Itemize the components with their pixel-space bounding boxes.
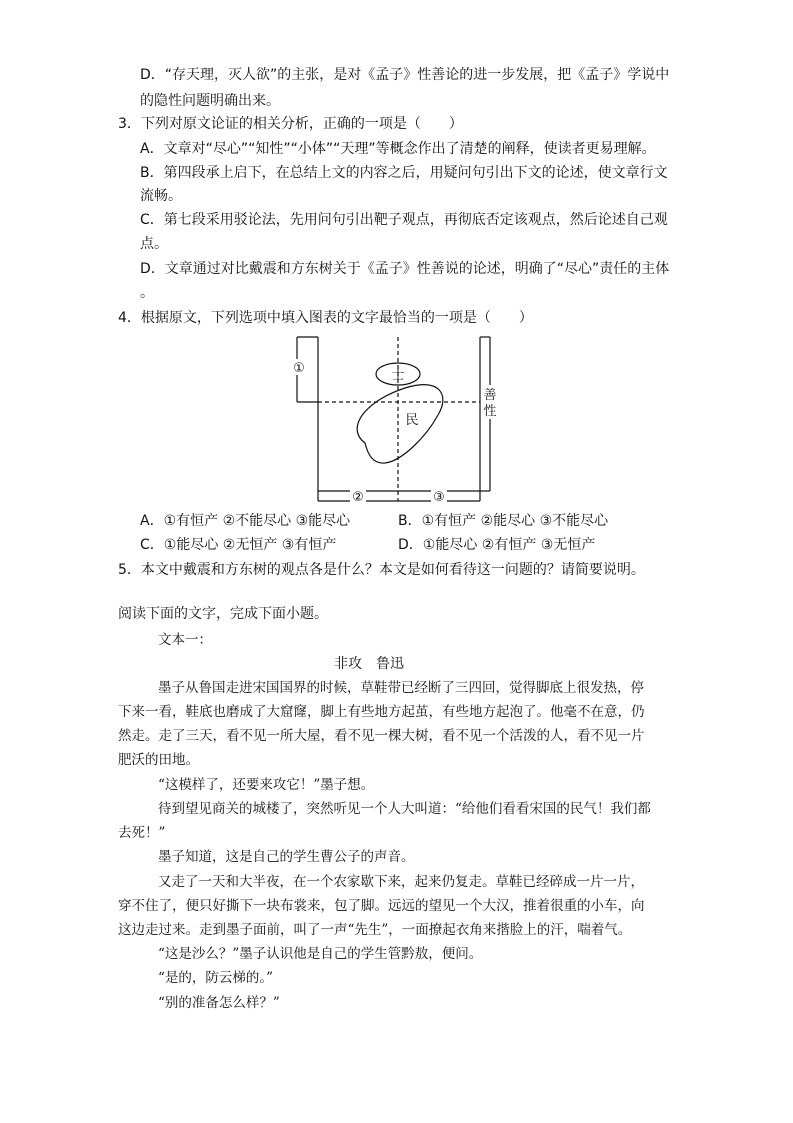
para-line-7: 去死！”	[118, 825, 166, 841]
para-line-8: 墨子知道，这是自己的学生曹公子的声音。	[158, 849, 415, 865]
q4-stem: 4．根据原文，下列选项中填入图表的文字最恰当的一项是（ ）	[118, 310, 533, 326]
para-line-13: “是的，防云梯的。”	[158, 970, 274, 986]
q3-option-b-line2: 流畅。	[140, 188, 182, 204]
para-line-5: “这模样了，还要来攻它！”墨子想。	[158, 777, 375, 793]
para-line-2: 下来一看，鞋底也磨成了大窟窿，脚上有些地方起茧，有些地方起泡了。他毫不在意，仍	[118, 704, 645, 720]
para-line-12: “这是沙么？”墨子认识他是自己的学生管黔敖，便问。	[158, 946, 483, 962]
q3-option-a: A．文章对“尽心”“知性”“小体”“天理”等概念作出了清楚的阐释，使读者更易理解。	[140, 141, 656, 157]
q3-option-c-line2: 点。	[140, 236, 168, 252]
label-min: 民	[405, 413, 419, 428]
para-line-9: 又走了一天和大半夜，在一个农家歇下来，起来仍复走。草鞋已经碎成一片一片，	[158, 874, 644, 890]
q2-option-d-line1: D．“存天理，灭人欲”的主张，是对《孟子》性善论的进一步发展，把《孟子》学说中	[140, 67, 670, 83]
para-line-10: 穿不住了，便只好撕下一块布裳来，包了脚。远远的望见一个大汉，推着很重的小车，向	[118, 898, 645, 914]
q2-option-d-line2: 的隐性问题明确出来。	[140, 93, 280, 109]
q4-option-a: A．①有恒产 ②不能尽心 ③能尽心	[140, 513, 351, 529]
para-line-6: 待到望见商关的城楼了，突然听见一个人大叫道：“给他们看看宋国的民气！我们都	[158, 801, 651, 817]
q3-option-d-line2: 。	[140, 285, 154, 301]
para-line-11: 这边走过来。走到墨子面前，叫了一声“先生”，一面撩起衣角来揩脸上的汗，喘着气。	[118, 922, 632, 938]
label-xing: 性	[483, 404, 497, 419]
q4-option-c: C．①能尽心 ②无恒产 ③有恒产	[140, 537, 337, 553]
label-3: ③	[433, 490, 445, 505]
min-blob	[357, 385, 443, 463]
q5-stem: 5．本文中戴震和方东树的观点各是什么？本文是如何看待这一问题的？请简要说明。	[118, 562, 645, 578]
label-1: ①	[293, 361, 305, 376]
label-2: ②	[352, 490, 364, 505]
label-shi: 士	[391, 368, 405, 383]
q3-option-d-line1: D．文章通过对比戴震和方东树关于《孟子》性善说的论述，明确了“尽心”责任的主体	[140, 261, 670, 277]
label-shan: 善	[483, 388, 497, 403]
q4-diagram	[290, 333, 505, 508]
para-line-4: 肥沃的田地。	[118, 752, 199, 768]
q4-option-b: B．①有恒产 ②能尽心 ③不能尽心	[398, 513, 609, 529]
q3-option-b-line1: B．第四段承上启下，在总结上文的内容之后，用疑问句引出下文的论述，使文章行文	[140, 165, 668, 181]
reading-intro: 阅读下面的文字，完成下面小题。	[118, 606, 328, 622]
para-line-3: 然走。走了三天，看不见一所大屋，看不见一棵大树，看不见一个活泼的人，看不见一片	[118, 728, 645, 744]
q3-option-c-line1: C．第七段采用驳论法，先用问句引出靶子观点，再彻底否定该观点，然后论述自己观	[140, 212, 668, 228]
q3-stem: 3．下列对原文论证的相关分析，正确的一项是（ ）	[118, 116, 463, 132]
text-one-label: 文本一：	[158, 632, 212, 648]
para-line-14: “别的准备怎么样？”	[158, 995, 280, 1011]
article-title: 非攻 鲁迅	[334, 656, 404, 672]
para-line-1: 墨子从鲁国走进宋国国界的时候，草鞋带已经断了三四回，觉得脚底上很发热，停	[158, 680, 644, 696]
q4-option-d: D．①能尽心 ②有恒产 ③无恒产	[398, 537, 596, 553]
